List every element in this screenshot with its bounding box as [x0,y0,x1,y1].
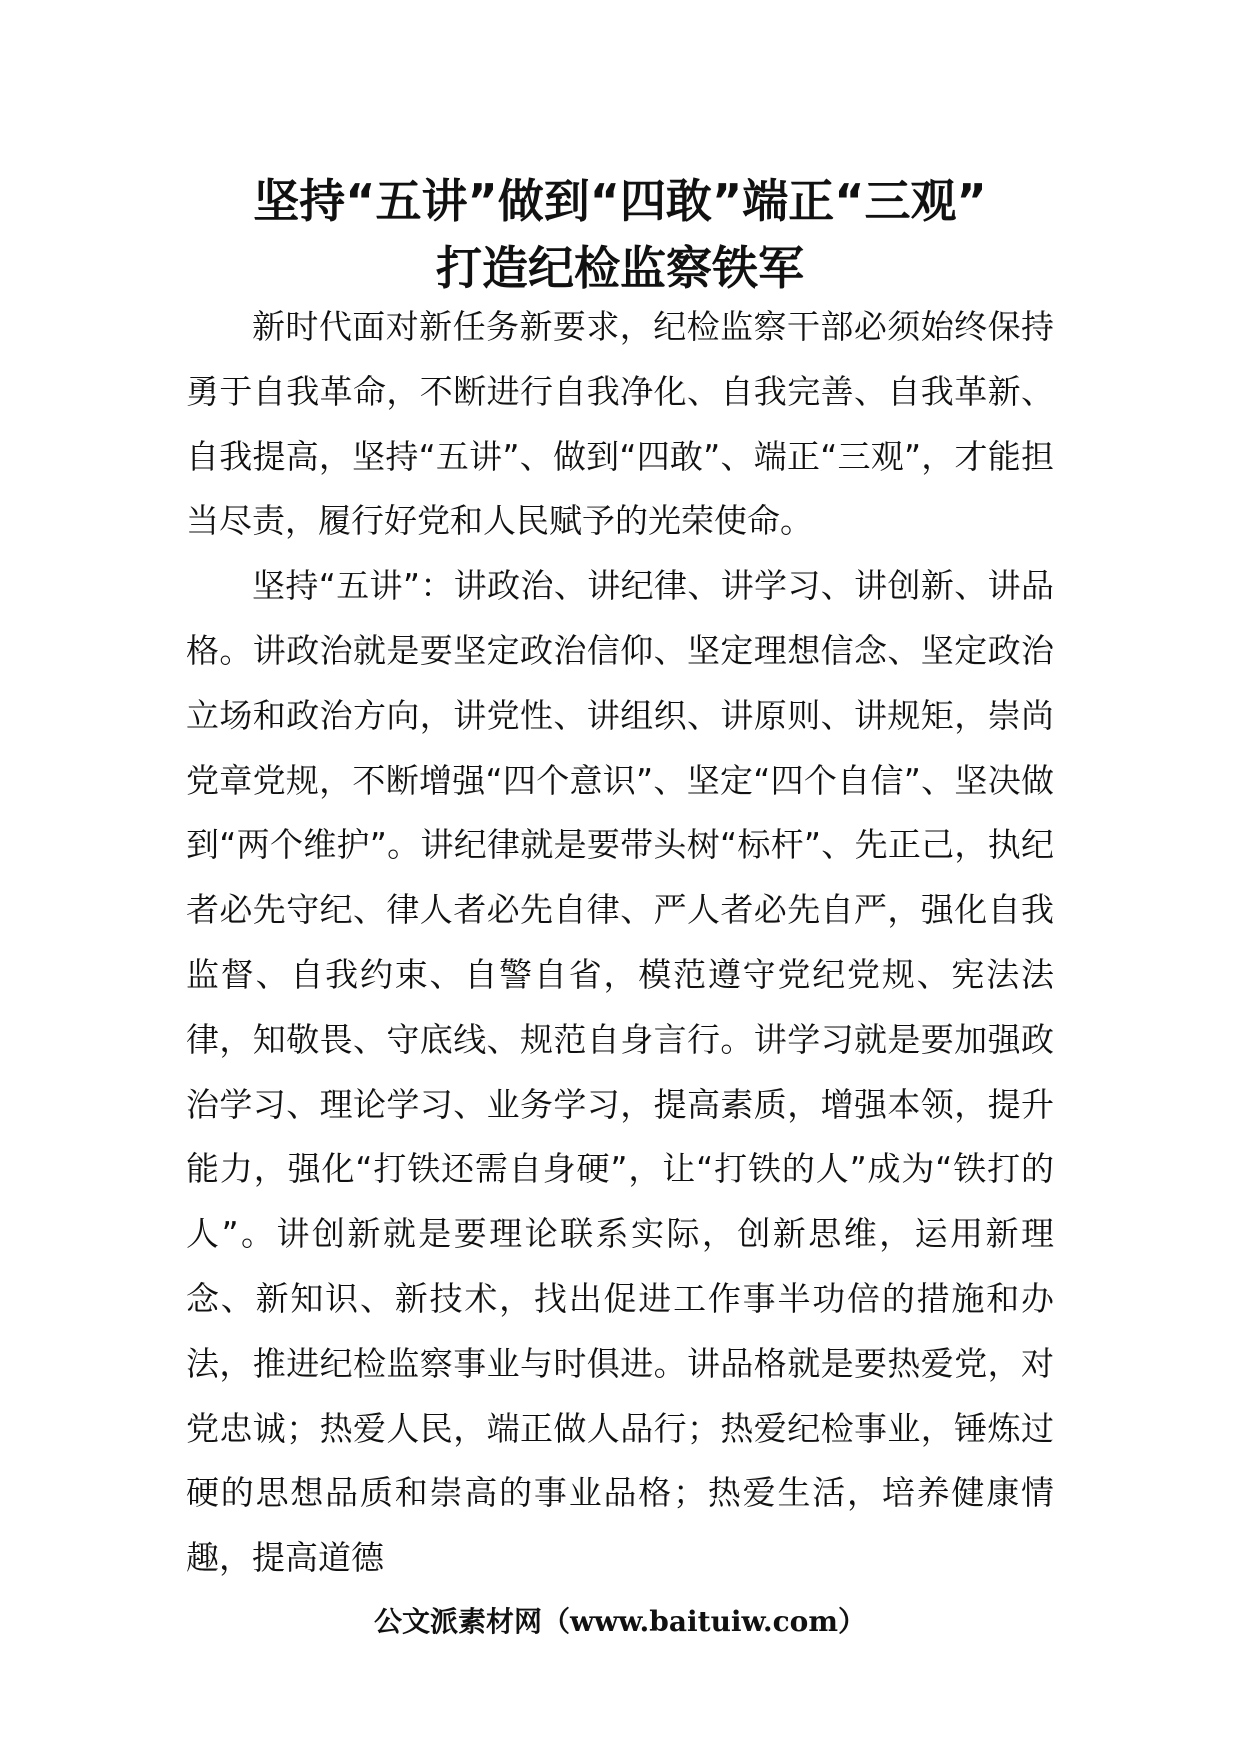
document-title [150,168,1090,302]
paragraph-intro: 新时代面对新任务新要求，纪检监察干部必须始终保持勇于自我革命，不断进行自我净化、自我完善、自我革新、自我提高，坚持“五讲”、做到“四敢”、端正“三观”，才能担当尽责，履行好党和人民赋予的光荣使命。 [186,307,1054,541]
title-line-2: 打造纪检监察铁军 [436,241,804,295]
title-line-1: 坚持“五讲”做到“四敢”端正“三观” [253,174,987,228]
page-footer-watermark: 公文派素材网（www.baituiw.com） [374,1605,866,1638]
document-body [186,295,1054,1591]
paragraph-five-talks: 坚持“五讲”：讲政治、讲纪律、讲学习、讲创新、讲品格。讲政治就是要坚定政治信仰、坚定理想信念、坚定政治立场和政治方向，讲党性、讲组织、讲原则、讲规矩，崇尚党章党规，不断增强“四个意识”、坚定“四个自信”、坚决做到“两个维护”。讲纪律就是要带头树“标杆”、先正己，执纪者必先守纪、律人者必先自律、严人者必先自严，强化自我监督、自我约束、自警自省，模范遵守党纪党规、宪法法律，知敬畏、守底线、规范自身言行。讲学习就是要加强政治学习、理论学习、业务学习，提高素质，增强本领，提升能力，强化“打铁还需自身硬”，让“打铁的人”成为“铁打的人”。讲创新就是要理论联系实际，创新思维，运用新理念、新知识、新技术，找出促进工作事半功倍的措施和办法，推进纪检监察事业与时俱进。讲品格就是要热爱党，对党忠诚；热爱人民，端正做人品行；热爱纪检事业，锤炼过硬的思想品质和崇高的事业品格；热爱生活，培养健康情趣，提高道德 [186,566,1054,1578]
